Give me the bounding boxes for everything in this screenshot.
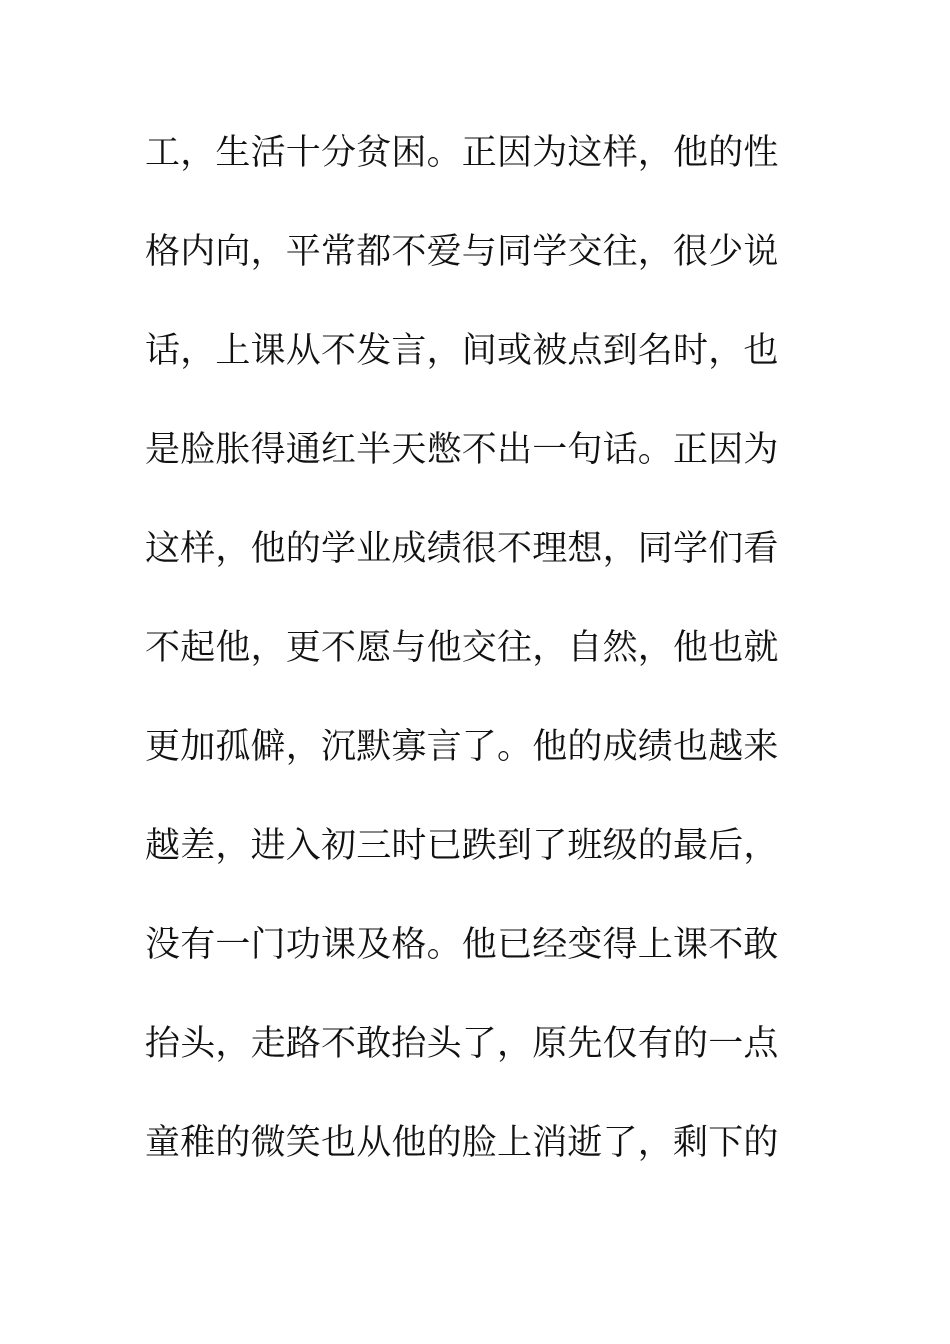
text-line: 不起他，更不愿与他交往，自然，他也就: [145, 628, 779, 668]
text-line: 童稚的微笑也从他的脸上消逝了，剩下的: [145, 1123, 779, 1163]
text-line: 越差，进入初三时已跌到了班级的最后，: [145, 826, 779, 866]
text-line: 更加孤僻，沉默寡言了。他的成绩也越来: [145, 727, 779, 767]
text-line: 没有一门功课及格。他已经变得上课不敢: [145, 925, 779, 965]
text-line: 是脸胀得通红半天憋不出一句话。正因为: [145, 430, 779, 470]
text-line: 抬头，走路不敢抬头了，原先仅有的一点: [145, 1024, 779, 1064]
body-text: [145, 122, 810, 1211]
text-line: 这样，他的学业成绩很不理想，同学们看: [145, 529, 779, 569]
text-line: 工，生活十分贫困。正因为这样，他的性: [145, 133, 779, 173]
text-line: 话，上课从不发言，间或被点到名时，也: [145, 331, 779, 371]
text-line: 格内向，平常都不爱与同学交往，很少说: [145, 232, 779, 272]
